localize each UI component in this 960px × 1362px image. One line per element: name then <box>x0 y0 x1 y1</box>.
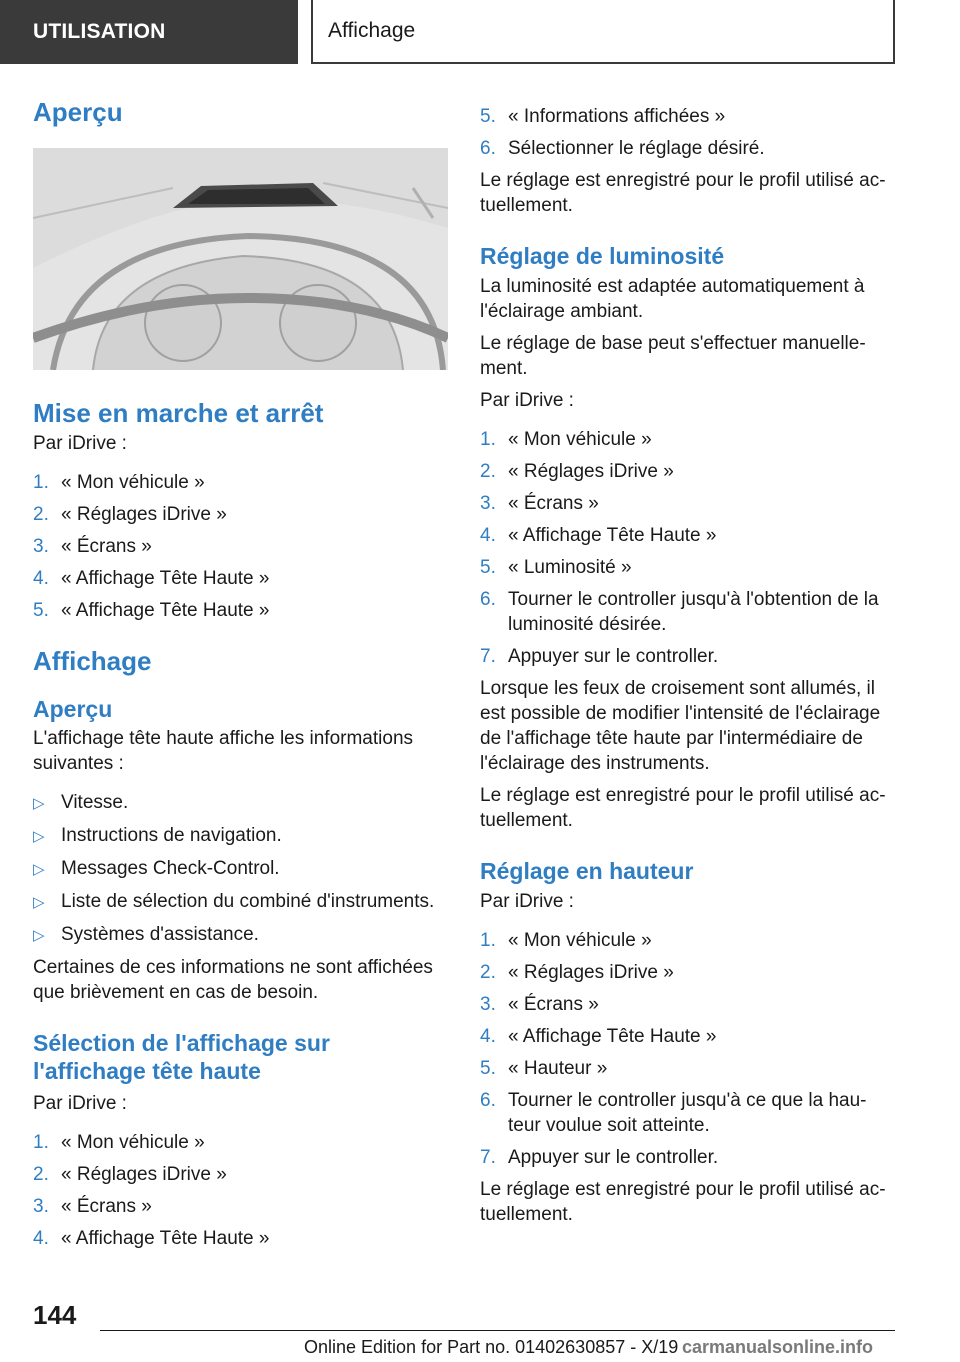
bullet-item: ▷ Vitesse. <box>33 790 448 816</box>
list-item: 3. « Écrans » <box>33 1196 152 1217</box>
list-item: 1. « Mon véhicule » <box>33 472 205 493</box>
select-heading: Sélection de l'affichage sur l'affichage tête haute <box>33 1030 330 1084</box>
triangle-bullet-icon: ▷ <box>33 861 45 878</box>
list-item: 7. Appuyer sur le controller. <box>480 646 719 667</box>
brightness-para-1: La luminosité est adaptée automatiquement à l'éclairage ambiant. <box>480 276 865 322</box>
triangle-bullet-icon: ▷ <box>33 795 45 812</box>
bullet-item: ▷ Messages Check-Control. <box>33 856 448 882</box>
display-note: Certaines de ces informations ne sont affichées que brièvement en cas de besoin. <box>33 957 433 1003</box>
footer-divider <box>100 1330 895 1331</box>
list-item: 5. « Hauteur » <box>480 1058 608 1079</box>
triangle-bullet-icon: ▷ <box>33 828 45 845</box>
display-heading: Affichage <box>33 646 152 676</box>
height-heading: Réglage en hauteur <box>480 858 694 884</box>
triangle-bullet-icon: ▷ <box>33 894 45 911</box>
bullet-item: ▷ Liste de sélection du combiné d'instruments. <box>33 889 448 915</box>
list-item: 2. « Réglages iDrive » <box>33 1164 227 1185</box>
dashboard-drawing-icon <box>33 148 448 370</box>
list-item: 2. « Réglages iDrive » <box>480 962 674 983</box>
topic-title: Affichage <box>328 19 416 42</box>
watermark-text: carmanualsonline.info <box>682 1337 874 1357</box>
edition-text: Online Edition for Part no. 01402630857 - X/19 <box>304 1337 679 1357</box>
list-item: 6. Tourner le controller jusqu'à l'obtention de la luminosité désirée. <box>480 589 879 635</box>
list-item: 1. « Mon véhicule » <box>33 1132 205 1153</box>
bullet-item: ▷ Instructions de navigation. <box>33 823 448 849</box>
onoff-intro: Par iDrive : <box>33 433 127 454</box>
list-item: 6. Tourner le controller jusqu'à ce que la hau‐ teur voulue soit atteinte. <box>480 1090 867 1136</box>
list-item: 7. Appuyer sur le controller. <box>480 1147 719 1168</box>
onoff-heading: Mise en marche et arrêt <box>33 398 324 428</box>
list-item: 4. « Affichage Tête Haute » <box>33 568 270 589</box>
list-item: 5. « Luminosité » <box>480 557 632 578</box>
hud-dashboard-illustration <box>33 148 448 370</box>
height-note: Le réglage est enregistré pour le profil utilisé ac‐ tuellement. <box>480 1179 886 1225</box>
brightness-intro: Par iDrive : <box>480 390 574 411</box>
triangle-bullet-icon: ▷ <box>33 927 45 944</box>
apercu-heading: Aperçu <box>33 97 123 127</box>
list-item: 2. « Réglages iDrive » <box>480 461 674 482</box>
list-item: 1. « Mon véhicule » <box>480 930 652 951</box>
list-item: 6. Sélectionner le réglage désiré. <box>480 138 765 159</box>
list-item: 2. « Réglages iDrive » <box>33 504 227 525</box>
list-item: 4. « Affichage Tête Haute » <box>480 1026 717 1047</box>
left-column <box>33 96 448 1251</box>
brightness-note: Le réglage est enregistré pour le profil utilisé ac‐ tuellement. <box>480 785 886 831</box>
list-item: 1. « Mon véhicule » <box>480 429 652 450</box>
section-title: UTILISATION <box>33 20 166 43</box>
right-column <box>480 104 890 1227</box>
height-intro: Par iDrive : <box>480 891 574 912</box>
brightness-para-3: Lorsque les feux de croisement sont allumés, il est possible de modifier l'intensité de l'éclairage de l'affichage tête haute par l'intermédiaire de l'éclairage des instruments. <box>480 678 881 774</box>
section-tab <box>0 0 298 64</box>
brightness-para-2: Le réglage de base peut s'effectuer manuelle‐ ment. <box>480 333 866 379</box>
list-item: 4. « Affichage Tête Haute » <box>480 525 717 546</box>
display-intro: L'affichage tête haute affiche les informations suivantes : <box>33 728 414 774</box>
list-item: 5. « Affichage Tête Haute » <box>33 600 270 621</box>
list-item: 3. « Écrans » <box>480 994 599 1015</box>
display-subheading: Aperçu <box>33 696 113 722</box>
list-item: 3. « Écrans » <box>33 536 152 557</box>
select-note: Le réglage est enregistré pour le profil utilisé ac‐ tuellement. <box>480 170 886 216</box>
list-item: 5. « Informations affichées » <box>480 106 726 127</box>
topic-tab <box>311 0 895 64</box>
bullet-item: ▷ Systèmes d'assistance. <box>33 922 448 948</box>
select-intro: Par iDrive : <box>33 1093 127 1114</box>
list-item: 3. « Écrans » <box>480 493 599 514</box>
page-number: 144 <box>33 1300 77 1330</box>
brightness-heading: Réglage de luminosité <box>480 243 725 269</box>
list-item: 4. « Affichage Tête Haute » <box>33 1228 270 1249</box>
